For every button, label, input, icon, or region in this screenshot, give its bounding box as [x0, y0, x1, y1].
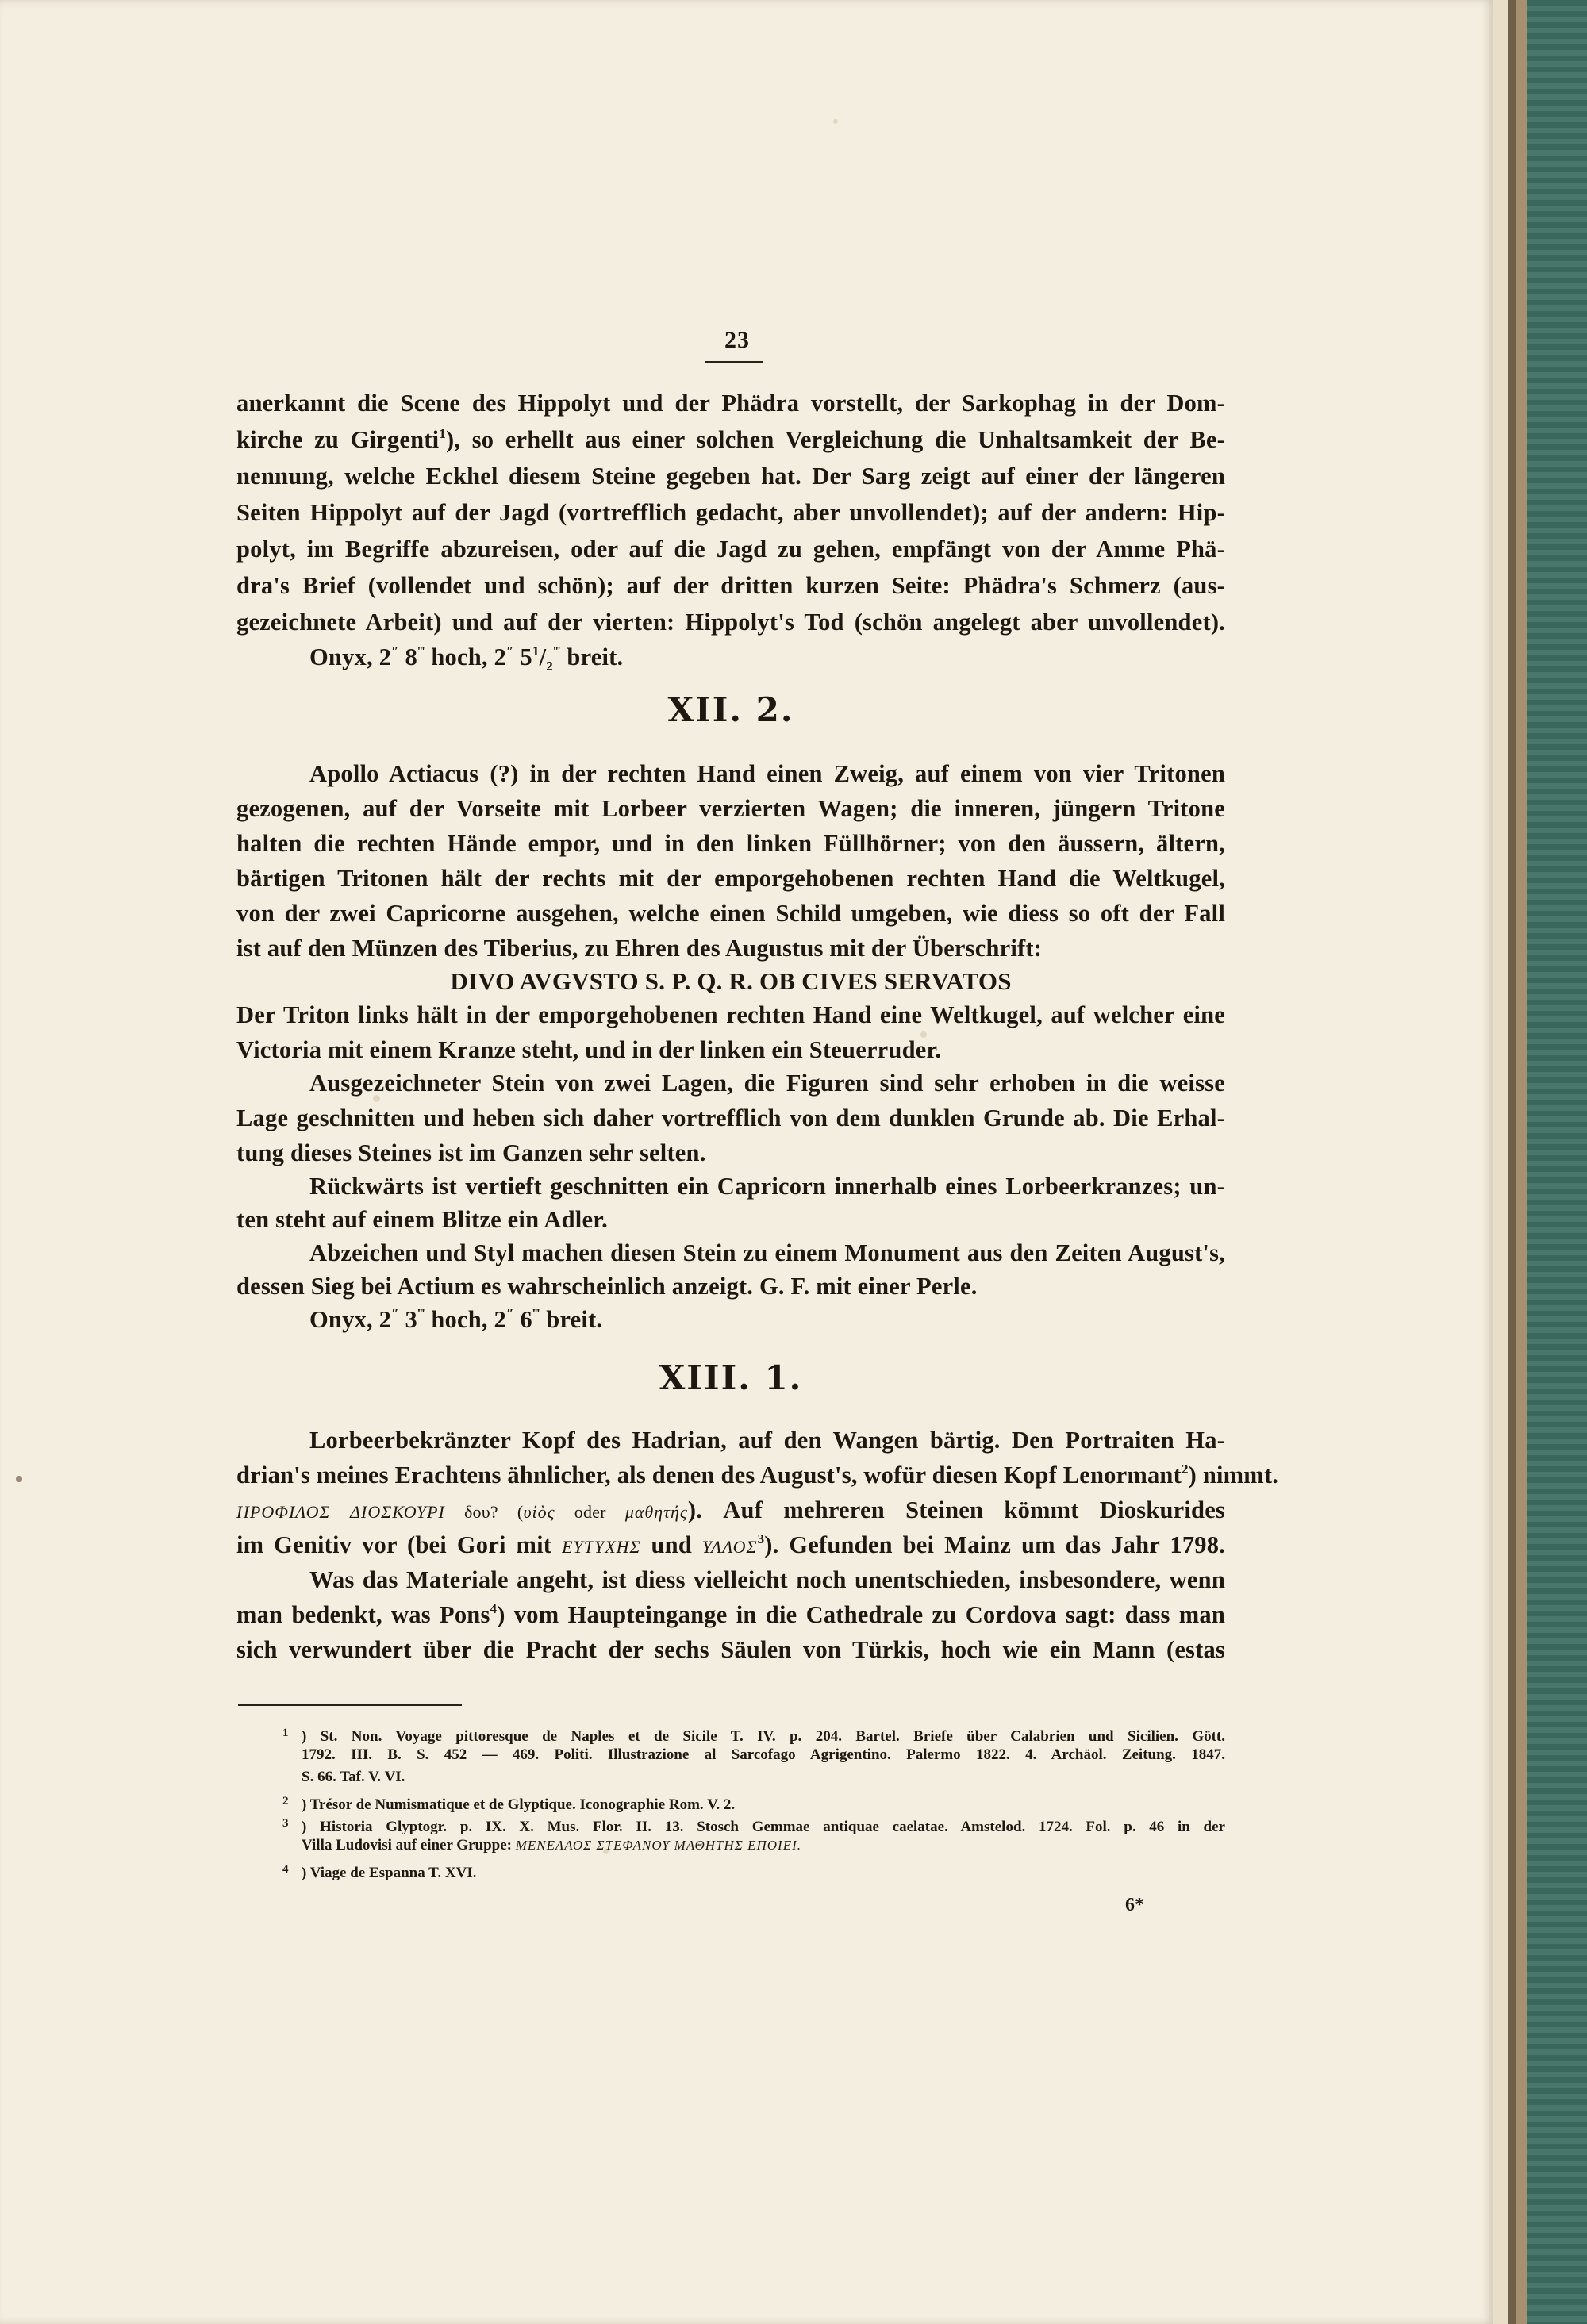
footnote-1-cont: S. 66. Taf. V. VI.: [302, 1769, 405, 1785]
text-line: kirche zu Girgenti$^1$), so erhellt aus einer solchen Vergleichung die Unhaltsamkeit der Be-: [236, 426, 1225, 453]
footnote-ref: 4: [490, 1601, 498, 1616]
text-line: man bedenkt, was Pons$^4$) vom Haupteingange in die Cathedrale zu Cordova sagt: dass man: [236, 1601, 1226, 1628]
text-line: drian's meines Erachtens ähnlicher, als denen des August's, wofür diesen Kopf Lenormant$^2$) nimmt.: [236, 1462, 1279, 1489]
footnote-1-cont: 1792. III. B. S. 452 — 469. Politi. Illustrazione al Sarcofago Agrigentino. Palermo 1822. 4. Archäol. Zeitung. 1847.: [302, 1746, 1225, 1763]
text-line: Abzeichen und Styl machen diesen Stein zu einem Monument aus den Zeiten August's,: [309, 1239, 1225, 1266]
text-line: gezeichnete Arbeit) und auf der vierten: Hippolyt's Tod (schön angelegt aber unvollendet).: [236, 609, 1225, 636]
text-line: halten die rechten Hände empor, und in den linken Füllhörner; von den äussern, ältern,: [236, 830, 1225, 857]
text-line: bärtigen Tritonen hält der rechts mit der emporgehobenen rechten Hand die Weltkugel,: [236, 865, 1225, 892]
page-number-rule: [705, 361, 763, 363]
text-line: Seiten Hippolyt auf der Jagd (vortrefflich gedacht, aber unvollendet); auf der andern: Hip-: [236, 499, 1225, 526]
text-line: Ausgezeichneter Stein von zwei Lagen, die Figuren sind sehr erhoben in die weisse: [309, 1070, 1225, 1097]
footnote-1: 1 ) St. Non. Voyage pittoresque de Naples et de Sicile T. IV. p. 204. Bartel. Briefe über Calabrien und Sicilien. Gött.: [282, 1727, 1225, 1745]
footnote-2: 2 ) Trésor de Numismatique et de Glyptique. Iconographie Rom. V. 2.: [282, 1795, 736, 1813]
page-edge: [1493, 0, 1508, 2324]
dimensions-line: Onyx, 2″ 3‴ hoch, 2″ 6‴ breit.: [309, 1306, 603, 1333]
text-line: dessen Sieg bei Actium es wahrscheinlich anzeigt. G. F. mit einer Perle.: [236, 1273, 978, 1300]
footnote-3: 3 ) Historia Glyptogr. p. IX. X. Mus. Flor. II. 13. Stosch Gemmae antiquae caelatae. Amstelod. 1724. Fol. p. 46 in der: [282, 1817, 1225, 1835]
text-line: von der zwei Capricorne ausgehen, welche einen Schild umgeben, wie diess so oft der Fall: [236, 900, 1225, 927]
text-line: polyt, im Begriffe abzureisen, oder auf die Jagd zu gehen, empfängt von der Amme Phä-: [236, 536, 1225, 563]
text-line: im Genitiv vor (bei Gori mit ΕΥΤΥΧΗΣ und ΥΛΛΟΣ$^3$). Gefunden bei Mainz um das Jahr 1798.: [236, 1531, 1226, 1558]
binding-edge: [1516, 0, 1527, 2324]
text-line: Lorbeerbekränzter Kopf des Hadrian, auf den Wangen bärtig. Den Portraiten Ha-: [309, 1427, 1225, 1454]
text-line: Was das Materiale angeht, ist diess vielleicht noch unentschieden, insbesondere, wenn: [309, 1566, 1225, 1593]
text-line: nennung, welche Eckhel diesem Steine gegeben hat. Der Sarg zeigt auf einer der längeren: [236, 463, 1225, 490]
footnote-3-cont: Villa Ludovisi auf einer Gruppe: ΜΕΝΕΛΑΟΣ ΣΤΕΦΑΝΟΥ ΜΑΘΗΤΗΣ ΕΠΟΙΕΙ.: [302, 1837, 802, 1853]
foxing-spot: [16, 1476, 22, 1482]
section-heading-xii: XII. 2.: [667, 690, 794, 729]
foxing-spot: [833, 119, 838, 124]
text-line: gezogenen, auf der Vorseite mit Lorbeer verzierten Wagen; die inneren, jüngern Tritone: [236, 795, 1225, 822]
text-line: Victoria mit einem Kranze steht, und in der linken ein Steuerruder.: [236, 1036, 942, 1063]
marbled-cover: [1527, 0, 1587, 2324]
signature-mark: 6*: [1125, 1895, 1144, 1915]
binding-shadow: [1508, 0, 1516, 2324]
section-heading-xiii: XIII. 1.: [659, 1358, 803, 1397]
text-line: ist auf den Münzen des Tiberius, zu Ehren des Augustus mit der Überschrift:: [236, 935, 1043, 962]
text-line: sich verwundert über die Pracht der sechs Säulen von Türkis, hoch wie ein Mann (estas: [236, 1636, 1225, 1663]
inscription: DIVO AVGVSTO S. P. Q. R. OB CIVES SERVATOS: [450, 967, 1012, 995]
text-line: ΗΡΟΦΙΛΟΣ ΔΙΟΣΚΟΥΡΙ δου? (υἱὸς oder μαθητής). Auf mehreren Steinen kömmt Dioskurides: [236, 1496, 1226, 1523]
text-line: dra's Brief (vollendet und schön); auf der dritten kurzen Seite: Phädra's Schmerz (aus-: [236, 572, 1225, 599]
text-line: ten steht auf einem Blitze ein Adler.: [236, 1206, 608, 1233]
text-line: tung dieses Steines ist im Ganzen sehr selten.: [236, 1139, 706, 1166]
page-number: 23: [724, 327, 750, 353]
text-line: Rückwärts ist vertieft geschnitten ein Capricorn innerhalb eines Lorbeerkranzes; un-: [309, 1173, 1225, 1200]
text-line: Apollo Actiacus (?) in der rechten Hand einen Zweig, auf einem von vier Tritonen: [309, 760, 1225, 787]
footnote-rule: [238, 1704, 462, 1706]
footnote-ref: 2: [1181, 1462, 1189, 1477]
footnote-ref: 3: [757, 1531, 765, 1546]
text-line: Der Triton links hält in der emporgehobenen rechten Hand eine Weltkugel, auf welcher eine: [236, 1001, 1225, 1028]
text-line: Lage geschnitten und heben sich daher vortrefflich von dem dunklen Grunde ab. Die Erhal-: [236, 1104, 1225, 1131]
text-line: anerkannt die Scene des Hippolyt und der Phädra vorstellt, der Sarkophag in der Dom-: [236, 390, 1225, 417]
footnote-ref: 1: [439, 426, 446, 441]
dimensions-line: Onyx, 2″ 8‴ hoch, 2″ $5^1/_2^‴$ breit.: [309, 643, 624, 674]
footnote-4: 4 ) Viage de Espanna T. XVI.: [282, 1863, 477, 1881]
